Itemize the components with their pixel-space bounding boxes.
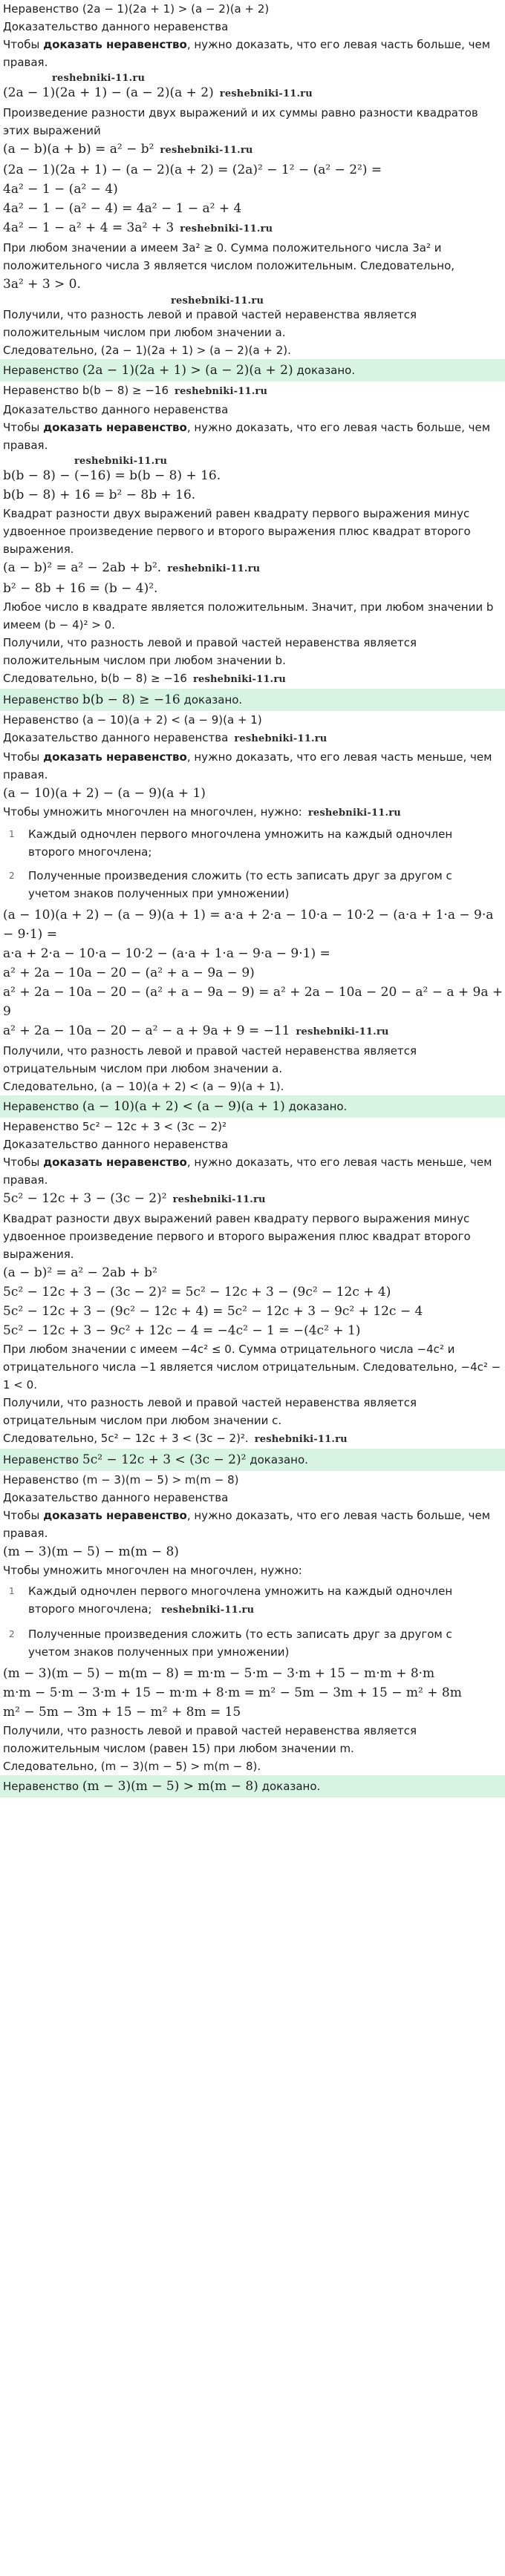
line-text: Неравенство 5c² − 12c + 3 < (3c − 2)²: [3, 1120, 227, 1133]
instruction-pre: Чтобы: [3, 38, 44, 51]
formula-line: [0, 466, 505, 485]
line-text: Получили, что разность левой и правой частей неравенства является положительным числом при любом значении a.: [3, 308, 417, 339]
instruction-pre: Чтобы: [3, 1156, 44, 1169]
proven-formula: 5c² − 12c + 3 < (3c − 2)²: [82, 1452, 247, 1467]
formula-line: [0, 1282, 505, 1302]
formula-line: [0, 160, 505, 180]
text-line: [0, 18, 505, 36]
proven-statement: [0, 1775, 505, 1797]
text-line: [0, 729, 505, 748]
list-item: [0, 822, 505, 864]
line-text: Доказательство данного неравенства: [3, 1138, 229, 1151]
text-line: [0, 669, 505, 689]
line-text: Произведение разности двух выражений и их суммы равно разности квадратов этих выражений: [3, 106, 478, 137]
formula-line: [0, 180, 505, 199]
watermark-text: reshebniki-11.ru: [167, 563, 261, 574]
watermark-text: reshebniki-11.ru: [175, 386, 268, 397]
line-text: Неравенство (m − 3)(m − 5) > m(m − 8): [3, 1473, 239, 1487]
instruction-bold: доказать неравенство: [43, 750, 187, 764]
instruction-post: , нужно доказать, что его левая часть меньше, чем правая.: [3, 1156, 492, 1187]
formula-line: [0, 140, 505, 160]
line-text: Следовательно, (m − 3)(m − 5) > m(m − 8).: [3, 1760, 261, 1773]
text-line: [0, 104, 505, 140]
text-line: [0, 505, 505, 558]
instruction-line: [0, 36, 505, 71]
line-text: Следовательно, b(b − 8) ≥ −16: [3, 672, 187, 685]
instruction-post: , нужно доказать, что его левая часть больше, чем правая.: [3, 38, 491, 69]
line-text: Неравенство b(b − 8) ≥ −16: [3, 384, 169, 397]
formula-text: (a − 10)(a + 2) − (a − 9)(a + 1): [3, 786, 206, 801]
text-line: [0, 711, 505, 729]
formula-line: [0, 1702, 505, 1722]
line-text: Следовательно, (a − 10)(a + 2) < (a − 9)(a + 1).: [3, 1080, 284, 1093]
text-line: [0, 381, 505, 401]
text-line: [0, 1340, 505, 1394]
formula-line: [0, 905, 505, 944]
list-text: Каждый одночлен первого многочлена умножить на каждый одночлен второго многочлена; reshebniki-11.ru: [28, 1584, 453, 1616]
proven-post: доказано.: [246, 1453, 308, 1466]
list-text: Каждый одночлен первого многочлена умножить на каждый одночлен второго многочлена;: [28, 827, 453, 859]
formula-text: (a − b)² = a² − 2ab + b².: [3, 560, 162, 575]
list-text: Полученные произведения сложить (то есть записать друг за другом с учетом знаков полученных при умножении): [28, 1628, 452, 1659]
proven-statement: [0, 1449, 505, 1471]
watermark-text: reshebniki-11.ru: [219, 88, 313, 99]
text-line: [0, 341, 505, 359]
text-line: [0, 1078, 505, 1095]
text-line: [0, 1118, 505, 1135]
line-text: При любом значении a имеем 3a² ≥ 0. Сумма положительного числа 3a² и положительного числа 3 является числом положительным. Следовательно,: [3, 241, 455, 272]
text-line: [0, 1489, 505, 1507]
formula-line: [0, 485, 505, 505]
line-text: Доказательство данного неравенства: [3, 403, 229, 416]
formula-text: b(b − 8) + 16 = b² − 8b + 16.: [3, 488, 196, 502]
formula-text: a² + 2a − 10a − 20 − (a² + a − 9a − 9) = a² + 2a − 10a − 20 − a² − a + 9a + 9: [3, 985, 504, 1019]
formula-line: [0, 784, 505, 803]
instruction-pre: Чтобы: [3, 421, 44, 434]
proven-statement: [0, 359, 505, 381]
text-line: [0, 1210, 505, 1263]
proven-post: доказано.: [258, 1780, 321, 1793]
formula-line: [0, 983, 505, 1021]
instruction-line: [0, 1153, 505, 1189]
formula-line: [0, 1321, 505, 1340]
watermark-text: reshebniki-11.ru: [160, 145, 253, 156]
formula-text: 5c² − 12c + 3 − (3c − 2)² = 5c² − 12c + 3 − (9c² − 12c + 4): [3, 1285, 391, 1300]
list-item: [0, 864, 505, 905]
formula-text: (a − 10)(a + 2) − (a − 9)(a + 1) = a·a + 2·a − 10·a − 10·2 − (a·a + 1·a − 9·a − 9·1) =: [3, 908, 494, 942]
formula-line: [0, 275, 505, 294]
watermark-row: [0, 294, 505, 306]
proven-statement: [0, 1095, 505, 1118]
proven-formula: (2a − 1)(2a + 1) > (a − 2)(a + 2): [82, 363, 293, 378]
list-item: [0, 1579, 505, 1622]
line-text: Получили, что разность левой и правой частей неравенства является положительным числом (равен 15) при любом значении m.: [3, 1724, 417, 1755]
proven-pre: Неравенство: [3, 693, 82, 707]
watermark-text: reshebniki-11.ru: [296, 1026, 389, 1038]
line-text: Неравенство (a − 10)(a + 2) < (a − 9)(a + 1): [3, 713, 262, 727]
line-text: Получили, что разность левой и правой частей неравенства является положительным числом при любом значении b.: [3, 636, 417, 667]
formula-text: a·a + 2·a − 10·a − 10·2 − (a·a + 1·a − 9·a − 9·1) =: [3, 946, 330, 961]
watermark-row: [0, 454, 505, 466]
list-number: 1: [9, 829, 15, 839]
line-text: Получили, что разность левой и правой частей неравенства является отрицательным числом при любом значении a.: [3, 1044, 417, 1075]
formula-text: 4a² − 1 − a² + 4 = 3a² + 3: [3, 220, 175, 235]
line-text: Следовательно, 5c² − 12c + 3 < (3c − 2)².: [3, 1432, 249, 1445]
formula-line: [0, 1542, 505, 1561]
formula-line: [0, 1683, 505, 1702]
formula-line: [0, 558, 505, 579]
formula-line: [0, 1189, 505, 1210]
instruction-post: , нужно доказать, что его левая часть меньше, чем правая.: [3, 750, 492, 781]
text-line: [0, 401, 505, 419]
watermark-text: reshebniki-11.ru: [180, 223, 273, 235]
formula-text: (m − 3)(m − 5) − m(m − 8): [3, 1544, 179, 1559]
line-text: Неравенство (2a − 1)(2a + 1) > (a − 2)(a + 2): [3, 2, 270, 16]
formula-line: [0, 199, 505, 218]
instruction-bold: доказать неравенство: [43, 38, 187, 51]
watermark-text: reshebniki-11.ru: [254, 1434, 348, 1445]
list-item: [0, 1622, 505, 1664]
formula-text: 5c² − 12c + 3 − 9c² + 12c − 4 = −4c² − 1 = −(4c² + 1): [3, 1323, 361, 1338]
line-text: При любом значении c имеем −4c² ≤ 0. Сумма отрицательного числа −4c² и отрицательного числа −1 является числом отрицательным. Следовательно, −4c² − 1 < 0.: [3, 1343, 501, 1392]
proven-formula: b(b − 8) ≥ −16: [82, 692, 180, 707]
text-line: [0, 239, 505, 275]
formula-text: b(b − 8) − (−16) = b(b − 8) + 16.: [3, 468, 221, 483]
formula-line: [0, 1021, 505, 1042]
instruction-line: [0, 1507, 505, 1542]
watermark-text: reshebniki-11.ru: [161, 1605, 255, 1616]
line-text: Чтобы умножить многочлен на многочлен, нужно:: [3, 1564, 302, 1577]
formula-text: (2a − 1)(2a + 1) − (a − 2)(a + 2): [3, 85, 214, 100]
watermark-text: reshebniki-11.ru: [172, 1194, 266, 1205]
text-line: [0, 803, 505, 822]
formula-text: m·m − 5·m − 3·m + 15 − m·m + 8·m = m² − 5m − 3m + 15 − m² + 8m: [3, 1685, 462, 1700]
instruction-bold: доказать неравенство: [43, 1509, 187, 1522]
formula-text: 3a² + 3 > 0.: [3, 277, 81, 292]
formula-line: [0, 579, 505, 598]
text-line: [0, 1722, 505, 1757]
proven-formula: (m − 3)(m − 5) > m(m − 8): [82, 1779, 258, 1794]
line-text: Доказательство данного неравенства: [3, 20, 229, 33]
formula-line: [0, 963, 505, 983]
proven-statement: [0, 689, 505, 711]
text-line: [0, 634, 505, 669]
text-line: [0, 1471, 505, 1489]
formula-line: [0, 1664, 505, 1683]
formula-text: 5c² − 12c + 3 − (3c − 2)²: [3, 1191, 167, 1206]
formula-text: 4a² − 1 − (a² − 4) = 4a² − 1 − a² + 4: [3, 201, 242, 216]
formula-text: m² − 5m − 3m + 15 − m² + 8m = 15: [3, 1705, 241, 1720]
watermark-text: reshebniki-11.ru: [52, 73, 146, 84]
list-number: 2: [9, 1629, 15, 1639]
proven-pre: Неравенство: [3, 1100, 82, 1113]
formula-text: a² + 2a − 10a − 20 − a² − a + 9a + 9 = −11: [3, 1023, 290, 1038]
line-text: Чтобы умножить многочлен на многочлен, нужно:: [3, 805, 302, 819]
text-line: [0, 1135, 505, 1153]
instruction-pre: Чтобы: [3, 750, 44, 764]
text-line: [0, 1394, 505, 1429]
line-text: Любое число в квадрате является положительным. Значит, при любом значении b имеем (b − 4)² > 0.: [3, 600, 494, 632]
text-line: [0, 1429, 505, 1449]
formula-line: [0, 218, 505, 239]
list-number: 2: [9, 871, 15, 881]
instruction-bold: доказать неравенство: [43, 421, 187, 434]
instruction-bold: доказать неравенство: [43, 1156, 187, 1169]
proven-pre: Неравенство: [3, 364, 82, 377]
formula-line: [0, 83, 505, 104]
formula-text: (2a − 1)(2a + 1) − (a − 2)(a + 2) = (2a)² − 1² − (a² − 2²) =: [3, 163, 382, 177]
instruction-line: [0, 419, 505, 454]
formula-text: (a − b)² = a² − 2ab + b²: [3, 1265, 157, 1280]
proven-post: доказано.: [293, 364, 356, 377]
text-line: [0, 0, 505, 18]
proven-formula: (a − 10)(a + 2) < (a − 9)(a + 1): [82, 1099, 285, 1114]
formula-text: (m − 3)(m − 5) − m(m − 8) = m·m − 5·m − 3·m + 15 − m·m + 8·m: [3, 1666, 435, 1681]
watermark-text: reshebniki-11.ru: [307, 807, 401, 819]
watermark-text: reshebniki-11.ru: [192, 674, 287, 685]
instruction-pre: Чтобы: [3, 1509, 44, 1522]
line-text: Следовательно, (2a − 1)(2a + 1) > (a − 2)(a + 2).: [3, 344, 291, 357]
formula-text: 5c² − 12c + 3 − (9c² − 12c + 4) = 5c² − 12c + 3 − 9c² + 12c − 4: [3, 1304, 423, 1319]
formula-line: [0, 1302, 505, 1321]
text-line: [0, 1042, 505, 1078]
watermark-text: reshebniki-11.ru: [74, 456, 168, 467]
text-line: [0, 598, 505, 634]
list-text: Полученные произведения сложить (то есть записать друг за другом с учетом знаков полученных при умножении): [28, 869, 452, 900]
line-text: Получили, что разность левой и правой частей неравенства является отрицательным числом при любом значении c.: [3, 1396, 417, 1427]
text-line: [0, 1561, 505, 1579]
instruction-line: [0, 748, 505, 784]
watermark-row: [0, 71, 505, 83]
proven-pre: Неравенство: [3, 1780, 82, 1793]
line-text: Квадрат разности двух выражений равен квадрату первого выражения минус удвоенное произведение первого и второго выражения плюс квадрат второго выражения.: [3, 1212, 471, 1261]
formula-text: b² − 8b + 16 = (b − 4)².: [3, 581, 158, 596]
watermark-text: reshebniki-11.ru: [234, 733, 328, 744]
formula-line: [0, 1263, 505, 1282]
line-text: Доказательство данного неравенства: [3, 731, 229, 744]
instruction-post: , нужно доказать, что его левая часть больше, чем правая.: [3, 421, 491, 452]
formula-line: [0, 944, 505, 963]
line-text: Доказательство данного неравенства: [3, 1491, 229, 1504]
formula-text: 4a² − 1 − (a² − 4): [3, 182, 118, 197]
text-line: [0, 1757, 505, 1775]
formula-text: a² + 2a − 10a − 20 − (a² + a − 9a − 9): [3, 966, 255, 980]
formula-text: (a − b)(a + b) = a² − b²: [3, 142, 154, 157]
list-number: 1: [9, 1586, 15, 1596]
proven-post: доказано.: [180, 693, 243, 707]
instruction-post: , нужно доказать, что его левая часть больше, чем правая.: [3, 1509, 491, 1540]
text-line: [0, 306, 505, 341]
line-text: Квадрат разности двух выражений равен квадрату первого выражения минус удвоенное произведение первого и второго выражения плюс квадрат второго выражения.: [3, 507, 471, 556]
watermark-text: reshebniki-11.ru: [171, 295, 264, 307]
proven-pre: Неравенство: [3, 1453, 82, 1466]
proven-post: доказано.: [284, 1100, 348, 1113]
